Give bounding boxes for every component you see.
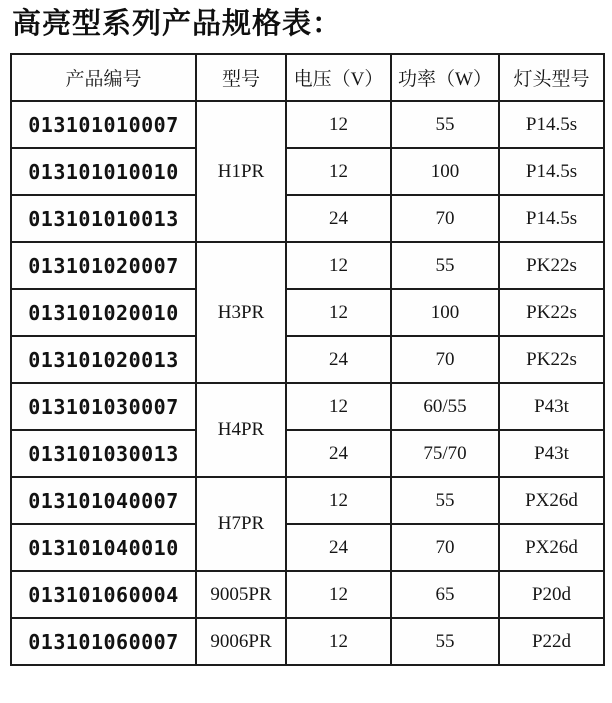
model-cell: H1PR <box>196 101 286 242</box>
product-code-cell: 013101010007 <box>11 101 196 148</box>
base-type-cell: PX26d <box>499 524 604 571</box>
base-type-cell: P22d <box>499 618 604 665</box>
product-code-cell: 013101020013 <box>11 336 196 383</box>
column-header-base-type: 灯头型号 <box>499 54 604 101</box>
voltage-cell: 12 <box>286 148 391 195</box>
voltage-cell: 12 <box>286 383 391 430</box>
base-type-cell: P14.5s <box>499 101 604 148</box>
column-header-power: 功率（W） <box>391 54 499 101</box>
power-cell: 55 <box>391 101 499 148</box>
voltage-cell: 24 <box>286 195 391 242</box>
base-type-cell: PX26d <box>499 477 604 524</box>
base-type-cell: P43t <box>499 383 604 430</box>
base-type-cell: P14.5s <box>499 148 604 195</box>
base-type-cell: P43t <box>499 430 604 477</box>
base-type-cell: PK22s <box>499 336 604 383</box>
product-code-cell: 013101040007 <box>11 477 196 524</box>
base-type-cell: PK22s <box>499 289 604 336</box>
base-type-cell: PK22s <box>499 242 604 289</box>
power-cell: 60/55 <box>391 383 499 430</box>
table-row <box>11 618 604 665</box>
base-type-cell: P14.5s <box>499 195 604 242</box>
table-row <box>11 571 604 618</box>
product-code-cell: 013101040010 <box>11 524 196 571</box>
power-cell: 100 <box>391 289 499 336</box>
table-row <box>11 289 604 336</box>
model-cell: 9006PR <box>196 618 286 665</box>
model-cell: 9005PR <box>196 571 286 618</box>
product-code-cell: 013101030013 <box>11 430 196 477</box>
voltage-cell: 12 <box>286 289 391 336</box>
product-code-cell: 013101030007 <box>11 383 196 430</box>
table-row <box>11 336 604 383</box>
table-row <box>11 524 604 571</box>
base-type-cell: P20d <box>499 571 604 618</box>
product-code-cell: 013101010010 <box>11 148 196 195</box>
table-row <box>11 242 604 289</box>
power-cell: 100 <box>391 148 499 195</box>
table-row <box>11 383 604 430</box>
product-code-cell: 013101020010 <box>11 289 196 336</box>
power-cell: 55 <box>391 618 499 665</box>
voltage-cell: 24 <box>286 336 391 383</box>
voltage-cell: 24 <box>286 430 391 477</box>
table-row <box>11 477 604 524</box>
page-title: 高亮型系列产品规格表： <box>12 6 343 40</box>
power-cell: 55 <box>391 242 499 289</box>
voltage-cell: 24 <box>286 524 391 571</box>
voltage-cell: 12 <box>286 477 391 524</box>
table-row <box>11 430 604 477</box>
power-cell: 65 <box>391 571 499 618</box>
product-code-cell: 013101060007 <box>11 618 196 665</box>
column-header-model: 型号 <box>196 54 286 101</box>
model-cell: H4PR <box>196 383 286 477</box>
power-cell: 55 <box>391 477 499 524</box>
model-cell: H7PR <box>196 477 286 571</box>
power-cell: 70 <box>391 336 499 383</box>
product-code-cell: 013101060004 <box>11 571 196 618</box>
spec-table <box>10 53 605 666</box>
power-cell: 75/70 <box>391 430 499 477</box>
power-cell: 70 <box>391 524 499 571</box>
voltage-cell: 12 <box>286 242 391 289</box>
table-row <box>11 148 604 195</box>
table-row <box>11 195 604 242</box>
header-row <box>11 54 604 101</box>
voltage-cell: 12 <box>286 618 391 665</box>
column-header-voltage: 电压（V） <box>286 54 391 101</box>
model-cell: H3PR <box>196 242 286 383</box>
voltage-cell: 12 <box>286 571 391 618</box>
table-row <box>11 101 604 148</box>
column-header-product-code: 产品编号 <box>11 54 196 101</box>
voltage-cell: 12 <box>286 101 391 148</box>
product-code-cell: 013101020007 <box>11 242 196 289</box>
product-code-cell: 013101010013 <box>11 195 196 242</box>
power-cell: 70 <box>391 195 499 242</box>
